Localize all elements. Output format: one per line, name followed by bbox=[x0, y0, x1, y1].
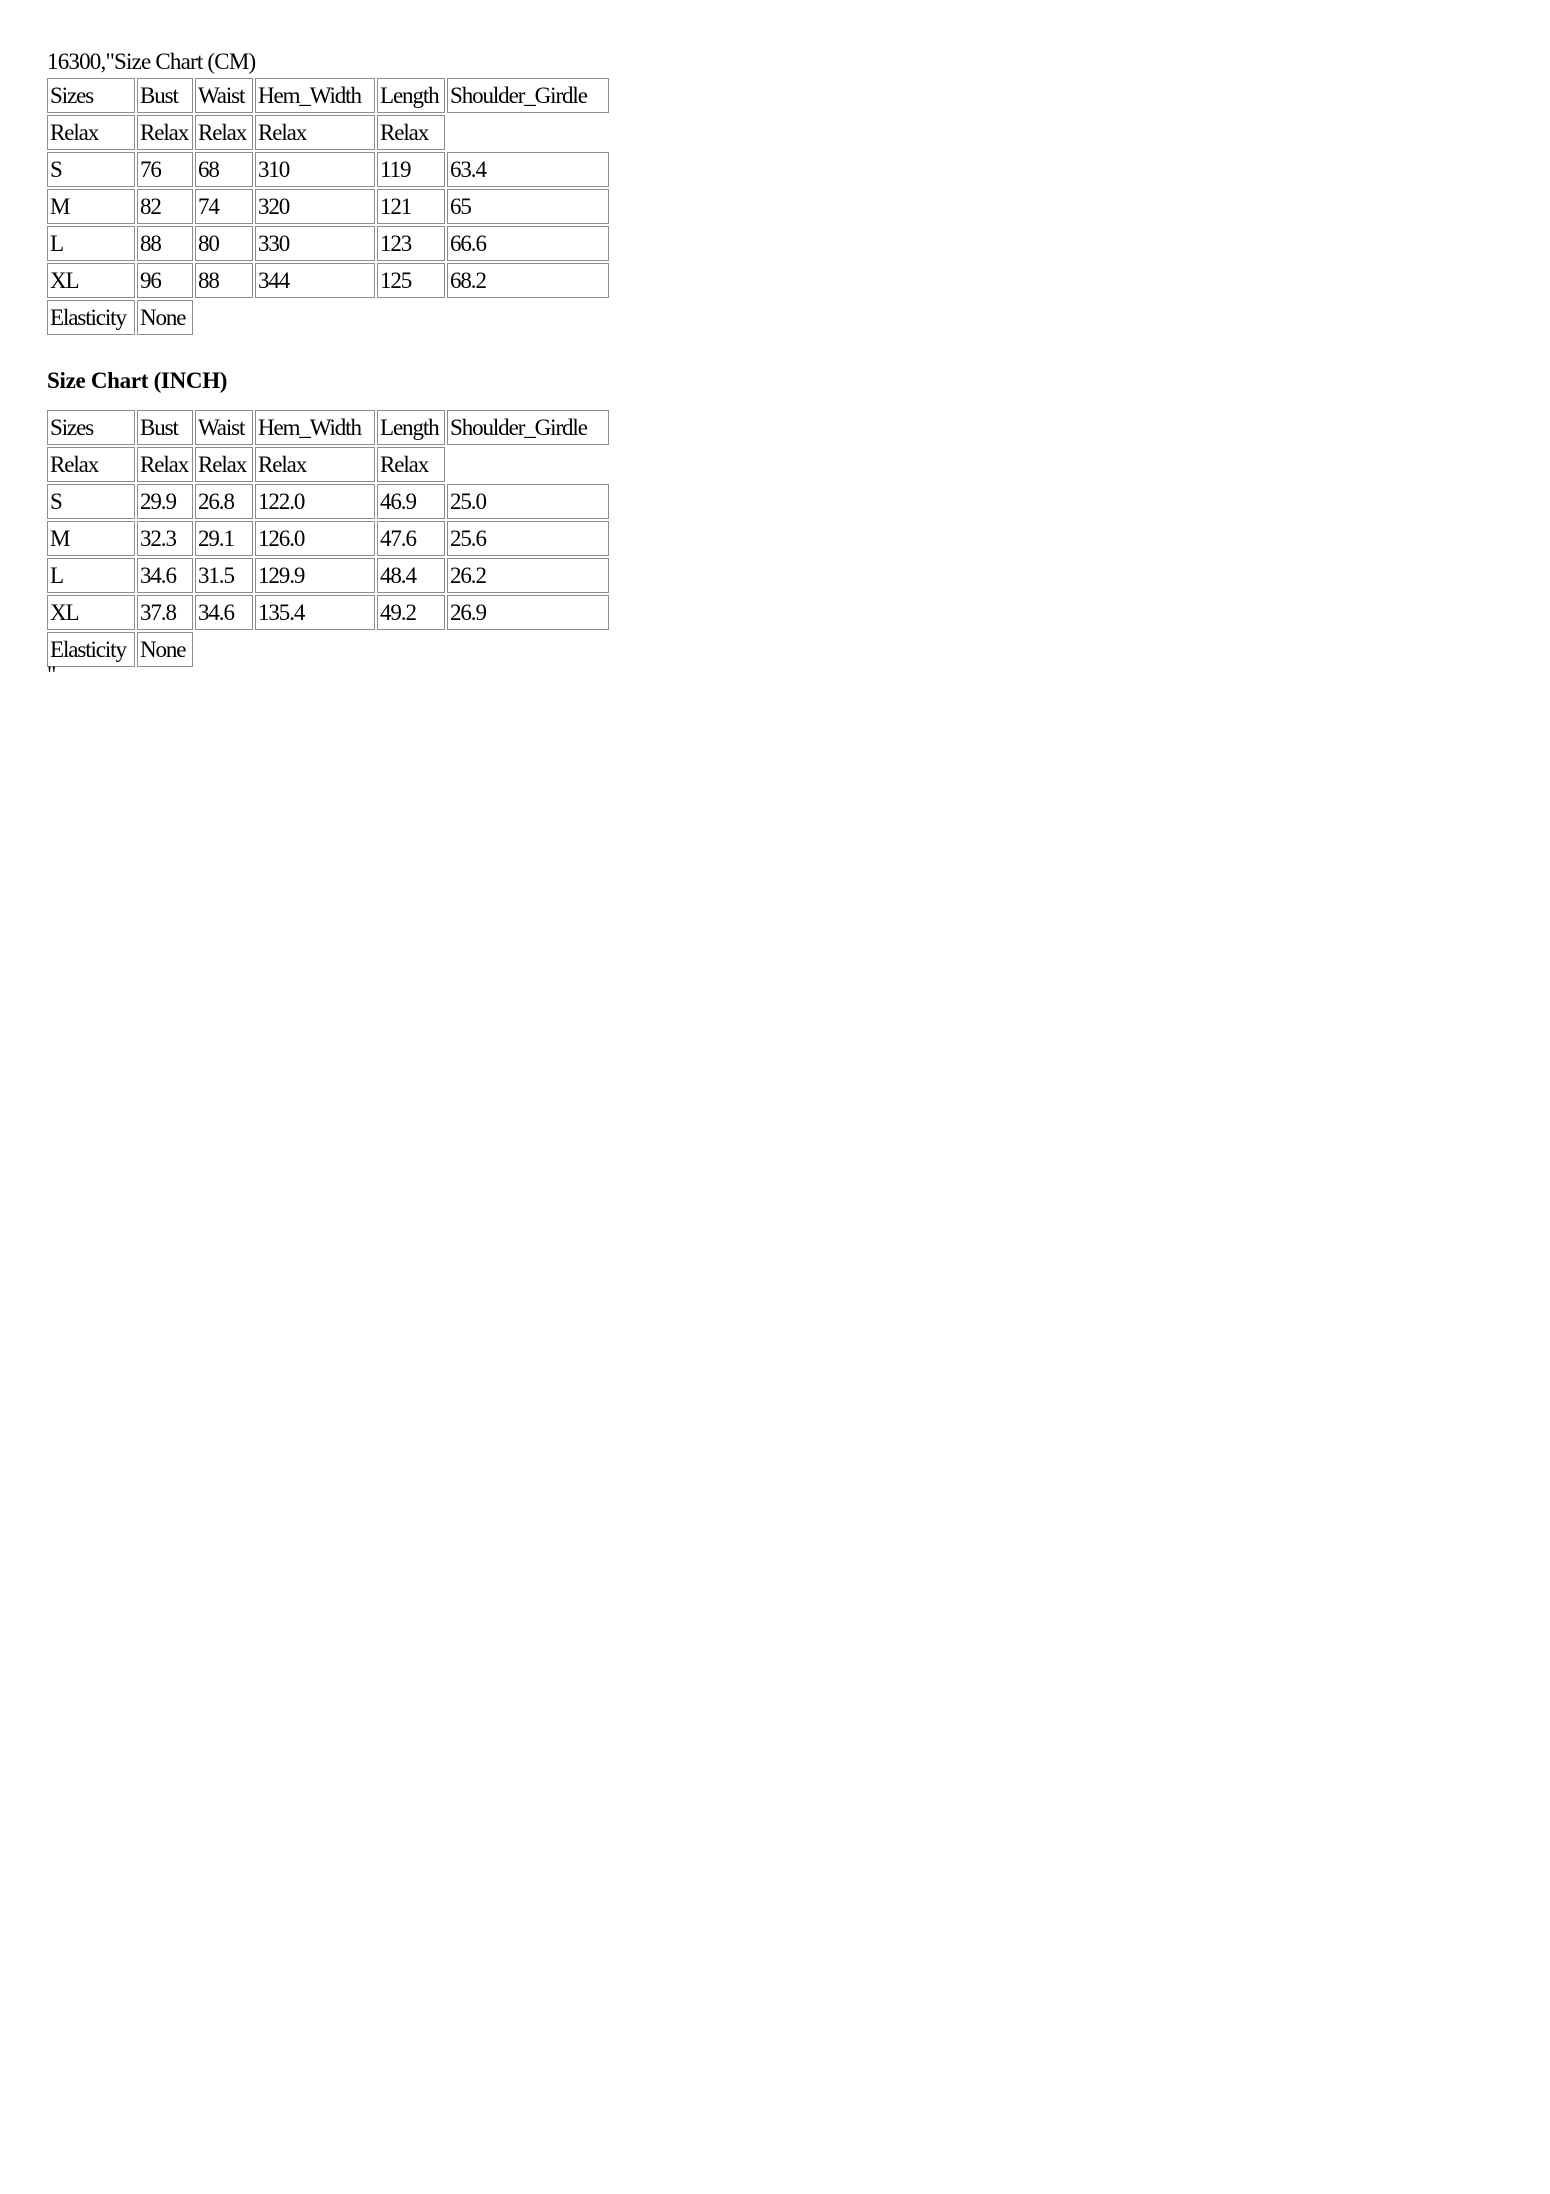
closing-quote-text: " bbox=[47, 662, 57, 687]
table-cell: Relax bbox=[195, 447, 253, 482]
table-cell: 330 bbox=[255, 226, 375, 261]
table-cell: Relax bbox=[47, 115, 135, 150]
header-cell: Waist bbox=[195, 78, 253, 113]
document-page bbox=[47, 48, 611, 685]
table-cell: 49.2 bbox=[377, 595, 445, 630]
size-chart-cm-table bbox=[45, 76, 611, 337]
table-row bbox=[47, 484, 609, 519]
table-header-row bbox=[47, 410, 609, 445]
table-cell: 88 bbox=[137, 226, 193, 261]
table-cell: 68.2 bbox=[447, 263, 609, 298]
table-cell: 26.9 bbox=[447, 595, 609, 630]
empty-cell bbox=[447, 115, 609, 150]
table-cell: Relax bbox=[255, 115, 375, 150]
table-cell: 125 bbox=[377, 263, 445, 298]
elasticity-row bbox=[47, 632, 609, 667]
table-cell: Elasticity bbox=[47, 632, 135, 667]
table-cell: 26.2 bbox=[447, 558, 609, 593]
table-cell: 65 bbox=[447, 189, 609, 224]
relax-row bbox=[47, 115, 609, 150]
table-cell: M bbox=[47, 189, 135, 224]
table-row bbox=[47, 152, 609, 187]
table-cell: 34.6 bbox=[195, 595, 253, 630]
table-cell: 31.5 bbox=[195, 558, 253, 593]
table-cell: 121 bbox=[377, 189, 445, 224]
header-cell: Hem_Width bbox=[255, 78, 375, 113]
table-cell: 48.4 bbox=[377, 558, 445, 593]
table-cell: 34.6 bbox=[137, 558, 193, 593]
table-cell: 123 bbox=[377, 226, 445, 261]
table-cell: Relax bbox=[255, 447, 375, 482]
table-cell: 310 bbox=[255, 152, 375, 187]
table-row bbox=[47, 226, 609, 261]
table-cell: 66.6 bbox=[447, 226, 609, 261]
header-cell: Length bbox=[377, 78, 445, 113]
table-row bbox=[47, 595, 609, 630]
table-row bbox=[47, 521, 609, 556]
table-cell: L bbox=[47, 226, 135, 261]
table-cell: 320 bbox=[255, 189, 375, 224]
header-cell: Sizes bbox=[47, 410, 135, 445]
table-cell: 25.6 bbox=[447, 521, 609, 556]
table-cell: 68 bbox=[195, 152, 253, 187]
table-cell: 29.9 bbox=[137, 484, 193, 519]
empty-cell bbox=[195, 300, 609, 335]
table-row bbox=[47, 558, 609, 593]
table-cell: 29.1 bbox=[195, 521, 253, 556]
table-cell: 46.9 bbox=[377, 484, 445, 519]
table-cell: 80 bbox=[195, 226, 253, 261]
elasticity-row bbox=[47, 300, 609, 335]
table-cell: S bbox=[47, 152, 135, 187]
table-cell: XL bbox=[47, 263, 135, 298]
header-cell: Bust bbox=[137, 410, 193, 445]
table-cell: Relax bbox=[377, 115, 445, 150]
table-cell: Relax bbox=[47, 447, 135, 482]
table-row bbox=[47, 189, 609, 224]
table-row bbox=[47, 263, 609, 298]
empty-cell bbox=[195, 632, 609, 667]
table-cell: None bbox=[137, 632, 193, 667]
header-cell: Waist bbox=[195, 410, 253, 445]
table-cell: 122.0 bbox=[255, 484, 375, 519]
table-cell: L bbox=[47, 558, 135, 593]
table-cell: Relax bbox=[137, 447, 193, 482]
table-cell: 25.0 bbox=[447, 484, 609, 519]
table-cell: 344 bbox=[255, 263, 375, 298]
table-cell: Relax bbox=[195, 115, 253, 150]
table-cell: 135.4 bbox=[255, 595, 375, 630]
table-cell: 82 bbox=[137, 189, 193, 224]
table-cell: M bbox=[47, 521, 135, 556]
header-cell: Length bbox=[377, 410, 445, 445]
table-cell: Relax bbox=[137, 115, 193, 150]
table-cell: 88 bbox=[195, 263, 253, 298]
size-chart-inch-table bbox=[45, 408, 611, 669]
intro-text: 16300,"Size Chart (CM) bbox=[47, 49, 256, 74]
header-cell: Sizes bbox=[47, 78, 135, 113]
header-cell: Shoulder_Girdle bbox=[447, 410, 609, 445]
header-cell: Hem_Width bbox=[255, 410, 375, 445]
table-cell: 76 bbox=[137, 152, 193, 187]
empty-cell bbox=[447, 447, 609, 482]
header-cell: Shoulder_Girdle bbox=[447, 78, 609, 113]
table-cell: XL bbox=[47, 595, 135, 630]
table-cell: 119 bbox=[377, 152, 445, 187]
table-cell: Elasticity bbox=[47, 300, 135, 335]
table-cell: 63.4 bbox=[447, 152, 609, 187]
table-header-row bbox=[47, 78, 609, 113]
table-cell: 32.3 bbox=[137, 521, 193, 556]
table-cell: 129.9 bbox=[255, 558, 375, 593]
table-cell: Relax bbox=[377, 447, 445, 482]
table-cell: 96 bbox=[137, 263, 193, 298]
table-cell: 126.0 bbox=[255, 521, 375, 556]
table-cell: S bbox=[47, 484, 135, 519]
table-cell: 37.8 bbox=[137, 595, 193, 630]
table-cell: 47.6 bbox=[377, 521, 445, 556]
inch-heading: Size Chart (INCH) bbox=[47, 368, 228, 393]
relax-row bbox=[47, 447, 609, 482]
table-cell: 26.8 bbox=[195, 484, 253, 519]
table-cell: None bbox=[137, 300, 193, 335]
table-cell: 74 bbox=[195, 189, 253, 224]
header-cell: Bust bbox=[137, 78, 193, 113]
